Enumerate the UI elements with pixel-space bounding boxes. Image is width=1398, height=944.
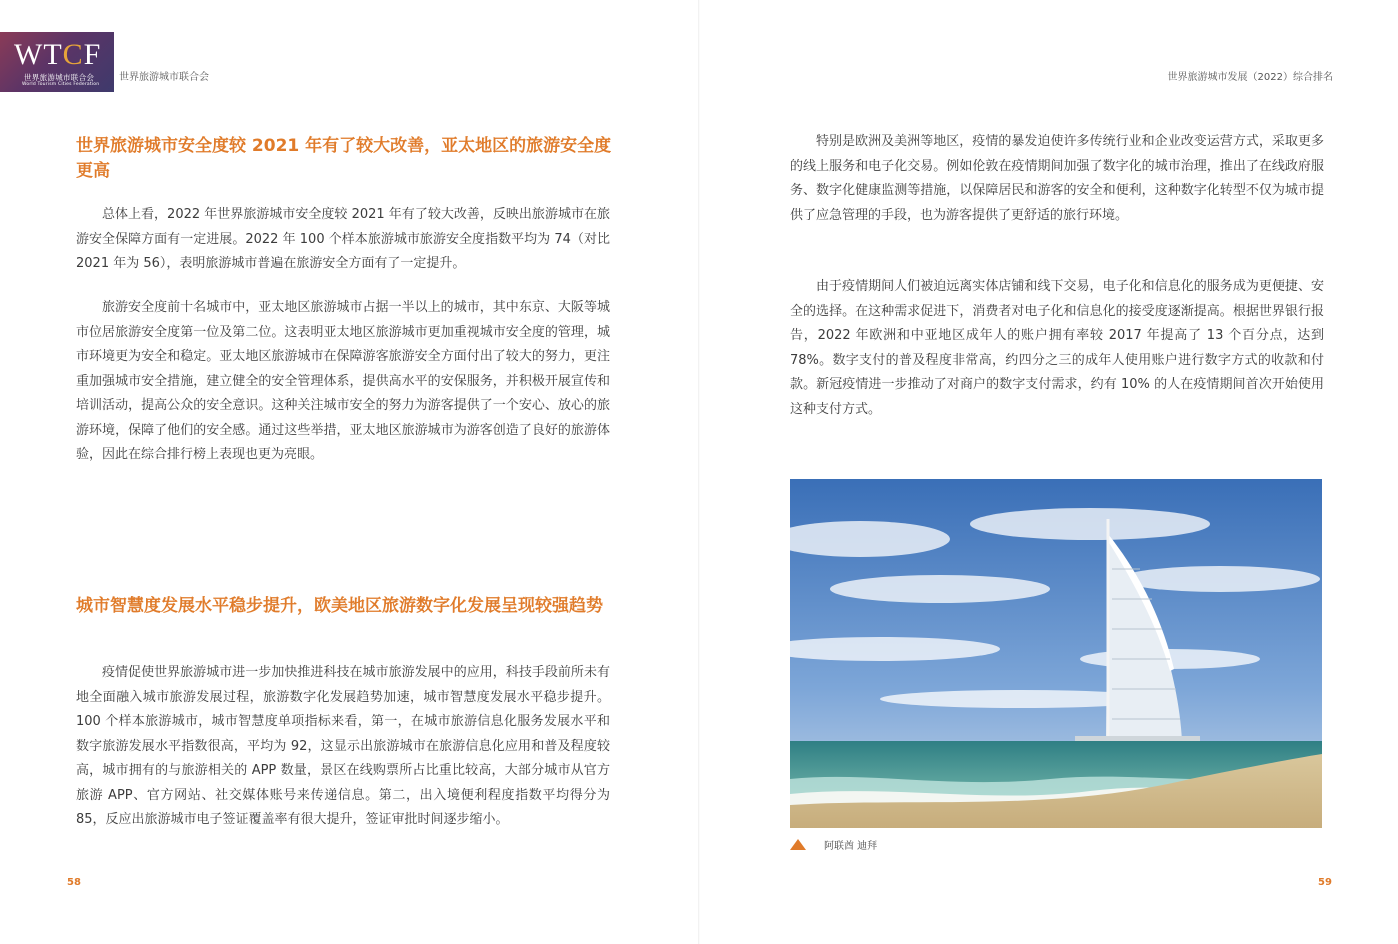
paragraph-safety-overview: 总体上看，2022 年世界旅游城市安全度较 2021 年有了较大改善，反映出旅游城市在旅游安全保障方面有一定进展。2022 年 100 个样本旅游城市旅游安全度指数平均为 74（对比 2021 年为 56），表明旅游城市普遍在旅游安全方面有了一定提升。 — [76, 207, 610, 271]
caption-triangle-icon — [790, 839, 806, 850]
logo-brand: WTCF — [14, 38, 102, 71]
wtcf-logo — [0, 32, 114, 92]
logo-brand-accent: C — [62, 38, 84, 71]
page-number-left: 58 — [67, 877, 81, 888]
paragraph-safety-asia-pacific: 旅游安全度前十名城市中，亚太地区旅游城市占据一半以上的城市，其中东京、大阪等城市位居旅游安全度第一位及第二位。这表明亚太地区旅游城市更加重视城市安全度的管理，城市环境更为安全和稳定。亚太地区旅游城市在保障游客旅游安全方面付出了较大的努力，更注重加强城市安全措施，建立健全的安全管理体系，提供高水平的安保服务，并积极开展宣传和培训活动，提高公众的安全意识。这种关注城市安全的努力为游客提供了一个安心、放心的旅游环境，保障了他们的安全感。通过这些举措，亚太地区旅游城市为游客创造了良好的旅游体验，因此在综合排行榜上表现也更为亮眼。 — [76, 300, 610, 462]
logo-cn-name: 世界旅游城市联合会 — [24, 73, 95, 82]
paragraph-smart-city: 疫情促使世界旅游城市进一步加快推进科技在城市旅游发展中的应用，科技手段前所未有地全面融入城市旅游发展过程，旅游数字化发展趋势加速，城市智慧度发展水平稳步提升。100 个样本旅游城市，城市智慧度单项指标来看，第一，在城市旅游信息化服务发展水平和数字旅游发展水平指数很高，平均为 92，这显示出旅游城市在旅游信息化应用和普及程度较高，城市拥有的与旅游相关的 APP 数量，景区在线购票所占比重比较高，大部分城市从官方旅游 APP、官方网站、社交媒体账号来传递信息。第二，出入境便利程度指数平均得分为 85，反应出旅游城市电子签证覆盖率有很大提升，签证审批时间逐步缩小。 — [76, 665, 610, 827]
header-right-title: 世界旅游城市发展（2022）综合排名 — [1167, 72, 1333, 83]
section-heading-smart-city: 城市智慧度发展水平稳步提升，欧美地区旅游数字化发展呈现较强趋势 — [76, 596, 603, 616]
caption-text: 阿联酋 迪拜 — [824, 841, 878, 852]
section-heading-safety: 世界旅游城市安全度较 2021 年有了较大改善，亚太地区的旅游安全度更高 — [76, 136, 612, 181]
dubai-photo — [790, 479, 1322, 828]
logo-en-name: World Tourism Cities Federation — [22, 82, 100, 87]
paragraph-digital-transformation: 特别是欧洲及美洲等地区，疫情的暴发迫使许多传统行业和企业改变运营方式，采取更多的线上服务和电子化交易。例如伦敦在疫情期间加强了数字化的城市治理，推出了在线政府服务、数字化健康监测等措施，以保障居民和游客的安全和便利，这种数字化转型不仅为城市提供了应急管理的手段，也为游客提供了更舒适的旅行环境。 — [790, 134, 1324, 223]
header-left-title: 世界旅游城市联合会 — [119, 72, 209, 83]
page-gutter — [698, 0, 700, 944]
paragraph-digital-payments: 由于疫情期间人们被迫远离实体店铺和线下交易，电子化和信息化的服务成为更便捷、安全的选择。在这种需求促进下，消费者对电子化和信息化的接受度逐渐提高。根据世界银行报告，2022 年欧洲和中亚地区成年人的账户拥有率较 2017 年提高了 13 个百分点，达到 78%。数字支付的普及程度非常高，约四分之三的成年人使用账户进行数字方式的收款和付款。新冠疫情进一步推动了对商户的数字支付需求，约有 10% 的人在疫情期间首次开始使用这种支付方式。 — [790, 279, 1324, 417]
page-number-right: 59 — [1318, 877, 1332, 888]
burj-al-arab-illustration — [790, 479, 1322, 828]
